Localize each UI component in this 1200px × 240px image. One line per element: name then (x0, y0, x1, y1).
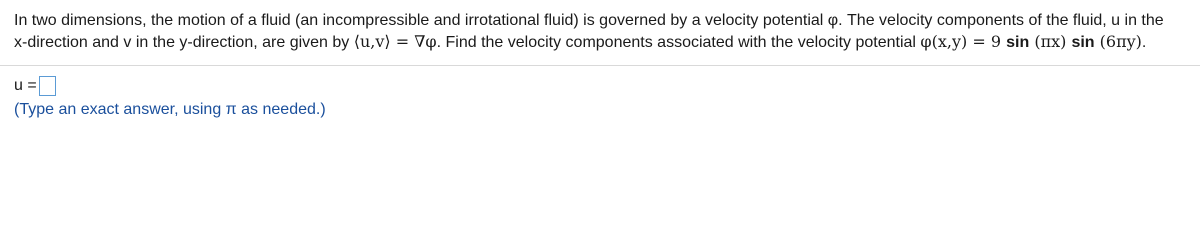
question-line-1: In two dimensions, the motion of a fluid (an incompressible and irrotational fluid) is governed by a velocity potential φ. The velocity components of the fluid, u in the (14, 12, 1164, 29)
answer-input-u[interactable] (39, 76, 56, 96)
answer-label-u: u = (14, 77, 37, 94)
answer-hint: (Type an exact answer, using π as needed.) (14, 101, 326, 118)
sin-argument-1: (πx) (1029, 32, 1072, 51)
question-text (14, 10, 1194, 53)
velocity-gradient-expression: ⟨u,v⟩ = ∇φ (353, 32, 437, 51)
potential-function-lhs: φ(x,y) = 9 (920, 32, 1007, 51)
sin-function-1: sin (1006, 34, 1030, 51)
question-line-2 (14, 31, 1194, 53)
question-line-2-middle: . Find the velocity components associated with the velocity potential (436, 34, 921, 51)
section-divider (0, 65, 1200, 66)
question-line-2-prefix: x-direction and v in the y-direction, are given by (14, 34, 354, 51)
answer-row (14, 75, 56, 97)
sin-argument-2: (6πy) (1094, 32, 1142, 51)
sin-function-2: sin (1071, 34, 1095, 51)
question-line-2-end: . (1141, 34, 1147, 51)
